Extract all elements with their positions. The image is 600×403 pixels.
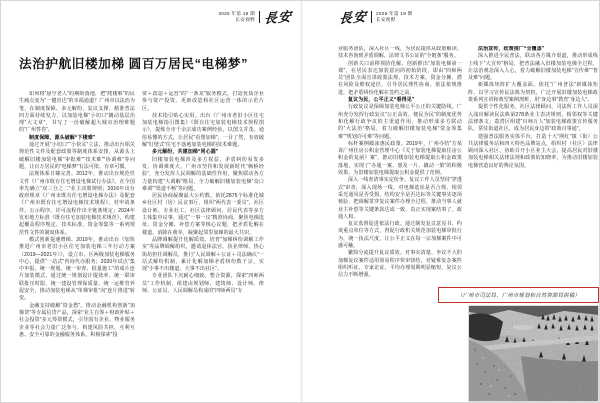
magazine-logo: 長安 [263, 9, 293, 28]
paragraph: 繁简分流提升复议质效。对事实清楚、争议不大的加梯复议案件适用简易程序快审快结，对疑难复杂案件组织听证、专家论证，平均办理周期明显缩短，复议公信力不断增强。 [338, 250, 462, 279]
left-page [1, 1, 301, 403]
right-page-column-1 [338, 46, 462, 402]
right-page-column-2 [468, 46, 598, 284]
section-heading: 制度保障，源头破解“下楼难” [29, 134, 96, 141]
paragraph: 品牌调解提升化解质效。培育“加梯纠纷调解工作室”等品牌调解组织，邀请退休法官、执业律师、热心街坊担任调解员，推行“人民调解＋公证＋司法确认”一站式解纷机制，累计化解加梯矛盾纠纷数千宗，实现“小事不出楼道、大事不出社区”。 [142, 236, 264, 273]
left-page-column-2 [142, 91, 264, 403]
section-heading: 多元解纷，共建加梯“同心圆” [152, 149, 219, 156]
paragraph: 旧楼加装电梯涉及多方权益，矛盾纠纷易发多发、协调难度大。广州市坚持和发展新时代“枫桥经验”，充分发挥人民调解的基础性作用，聚焦联动各方力量构建“大调解”格局，全力破解旧楼加装电梯“众口难调”“渠道不畅”等问题。 [142, 156, 264, 192]
article-title: 法治护航旧楼加梯 圆百万居民“电梯梦” [19, 57, 248, 71]
paragraph: 标杆案例破冰惠民政策。2019年，广州办结“方某诉广州住房公积金管理中心《关于加装电梯提取住房公积金的复函》案”，推动旧楼加装电梯提取公积金政策落地，实现了“办通一案、惠及一片、撬动一策”的积极效果，为旧楼加装电梯提取公积金提供了范例。 [338, 140, 462, 177]
landscape-photo [469, 306, 598, 401]
issue-info [376, 11, 413, 23]
section-heading: 复议为民，公平正义“看得见” [348, 97, 415, 104]
paragraph: 模式创新提速增梯。2019年，推动出台《加快推进广州市老旧小区住宅加装电梯三年行动方案（2019—2021年）》，设立市、区两级加装电梯服务中心，提供“一站式”咨询代办服务；2020年试点“集中申报、统一规划、统一审查、批量施工”的成片连片加装模式，通过统一规划设计提效率、统一联审联批压时限、统一建设管理保质量、统一运维管养促安全，推动加装电梯从“单梯审批”向“连片推进”转变。 [19, 236, 135, 302]
column-name: 长安视野 [235, 16, 255, 22]
paragraph: 深入推进全民普法，联动各方媒介渠道，推动形成线上线下“大宣传”格局，把普法融入旧楼加装电梯全过程，让法治观念深入人心，着力破解旧楼加装电梯“宣传难”“普及难”问题。 [468, 53, 598, 82]
left-page-column-1 [19, 91, 135, 403]
attribution-highlight-box [438, 287, 599, 303]
paragraph: 居民协商凝聚最大公约数。依托2875个标准化城乡社区村（居）民议事厅，组织“两代表一委员”、社区设计师、专业社工、社区法律顾问、居民代表等多方主体集中议事，通过“一事一议”精准协商，聚焦电梯选址、资金分摊、补偿方案等核心议题，把矛盾化解在楼道、消除在萌芽，凝聚起邻里加梯的最大共识。 [142, 193, 264, 236]
right-page-header [339, 7, 413, 26]
landscape-photo-graphic [469, 306, 598, 401]
paragraph: 专业团队下沉耐心细致。整合资源，探索“四师两员”工作机制，组建由规划师、建筑师、设计师、律师、公证员、人民调解员构成的“四师两员”专 [142, 273, 264, 295]
header-divider [371, 11, 372, 23]
paragraph: 金融支持破解“资金愁”。推动金融机构创新“加梯贷”等专属信贷产品，探索“业主自筹＋财政补贴＋社会投资”多元筹资模式，引导国有企业、物业服务企业等社会力量广泛参与，构建风险共担、互利互惠、安全可靠的金融服务体系，积极探索“投 [19, 302, 135, 338]
paragraph: 资＋改造＋运营”的“一条龙”服务模式，打造优质企业参与资产投资、更新改造和社区运营一体的示范片区。 [142, 91, 264, 112]
paragraph: 业服务团队，深入社区一线，为居民提供从政策解读、技术咨询到矛盾调解、法律文书公证的“全链条”服务。 [338, 46, 462, 60]
paragraph: 通过开展“小切口”“小快灵”立法、推动出台相关规范性文件及配套政策等制度体系安排，从源头上破解旧楼加装电梯“审批难”“技术难”“协调难”等问题，让百万居民的“电梯梦”有法可依、有章可循。 [19, 142, 135, 170]
column-name: 长安视野 [376, 16, 396, 22]
paragraph: 创新关口前移预防化解。创新推出“加装电梯第一课”，在居民表达加装意向的初始阶段，即由“四师两员”团队全面宣讲政策法规、技术方案、资金分摊、潜在风险及维权途径，引导居民理性协商、依法依规推进，把矛盾纠纷化解在签约之前。 [338, 60, 462, 96]
paragraph: 建强普法服务实体平台，打造十大“网红”镇（街）公共法律服务站和四大特色品牌站点，组织村（社区）法律顾问深入社区，协助召开小区业主大会，提高居民对旧楼加装电梯相关法律法规和政策的知晓率，为推动旧楼加装电梯营造良好的舆论氛围。 [468, 133, 598, 169]
paragraph: 深入一线查清事实定纷争。复议工作人员坚持“穿透式”审查，深入现场一线，对电梯选址是否合规、相邻采光通风是否受损、结构安全是否达标等关键事实逐项核验，把调解贯穿复议案件办理全过程，推动当事人就业主补偿等关键条款达成一致，真正实现案结事了、政通人和。 [338, 177, 462, 220]
paragraph: 复议监督促进依法行政。通过制发复议意见书、约谈重点单位等方式，督促行政机关规范加装电梯审批行为，统一执法尺度，让公平正义在每一宗加梯案件中可感可触。 [338, 221, 462, 250]
issue-info [218, 11, 255, 23]
attribution-text: （广州市司法局、广州市规划和自然资源局供稿） [457, 293, 580, 299]
header-divider [259, 11, 260, 23]
paragraph: 技术指引贴心实用。出台《广州市老旧小区住宅加装电梯指引图集》《既有住宅加装电梯技术规程图示》，提炼全市千余宗成功案例经验，以图文并茂、通俗易懂的方式，让居民“看图加梯”、一目了然，有效破解“钉壁式”住宅不落地加装电梯的技术难题。 [142, 112, 264, 149]
paragraph: 提供个性化服务。社区法律顾问、司法所工作人员深入浅出解读民法典第278条业主表决规则、相邻权等关键法律条文；荔湾区组建“百师万人”加装电梯政策宣传服务队，常驻街道社区，成为居民身边的“政策百事通”。 [468, 104, 598, 133]
section-heading: 法治宣传，政策推广“全覆盖” [478, 46, 545, 52]
paragraph: 法规体系日臻完善。2012年，推动出台规范性文件《广州市既有住宅增设电梯试行办法》，在全国率先确立“双三分之二”业主决策规则；2016年出台政府规章《广州市既有住宅增设电梯办法》及配套《广州市既有住宅增设电梯技术规程》，对申请条件、公示程序、许可流程作出全链条规定；2024年发布地方标准《既有住宅加装电梯技术规范》，构建起覆盖程序规定、技术标准、资金筹集等一系列规范性文件的制度体系。 [19, 171, 135, 236]
paragraph: 如何将“悬空老人”的期盼落地，把“爬楼难”的民生痛点变为“一键直达”的幸福通道？广州市以法治为笔，在制度保障、多元解纷、复议支撑、精准普法四方面持续发力，以加装电梯“小切口”撬动基层治理“大文章”，书写了一份破解超大城市治理难题的“广州答卷”。 [19, 91, 135, 134]
paragraph: 行政复议是保障加装电梯公平公正的关键防线。广州充分发挥行政复议“公正高效、便民为民”的制度优势和化解行政争议的主渠道作用，推动形成多方联动的“大法治”格局，着力破解旧楼加装电梯“资金筹集难”“规划许可难”等问题。 [338, 104, 462, 140]
issue-number: 2025 年第 19 期 [376, 10, 413, 16]
paragraph: 新媒体矩阵扩大覆盖面。依托“广州普法”新媒体矩阵，以学习宣传民法典为契机，广泛开展旧楼加装电梯政策系列宣讲和典型案例剖析，用“身边事”教育“身边人”。 [468, 82, 598, 104]
magazine-logo: 長安 [338, 9, 368, 28]
issue-number: 2025 年第 19 期 [218, 10, 255, 16]
left-page-header [218, 7, 292, 26]
right-page [301, 1, 600, 403]
